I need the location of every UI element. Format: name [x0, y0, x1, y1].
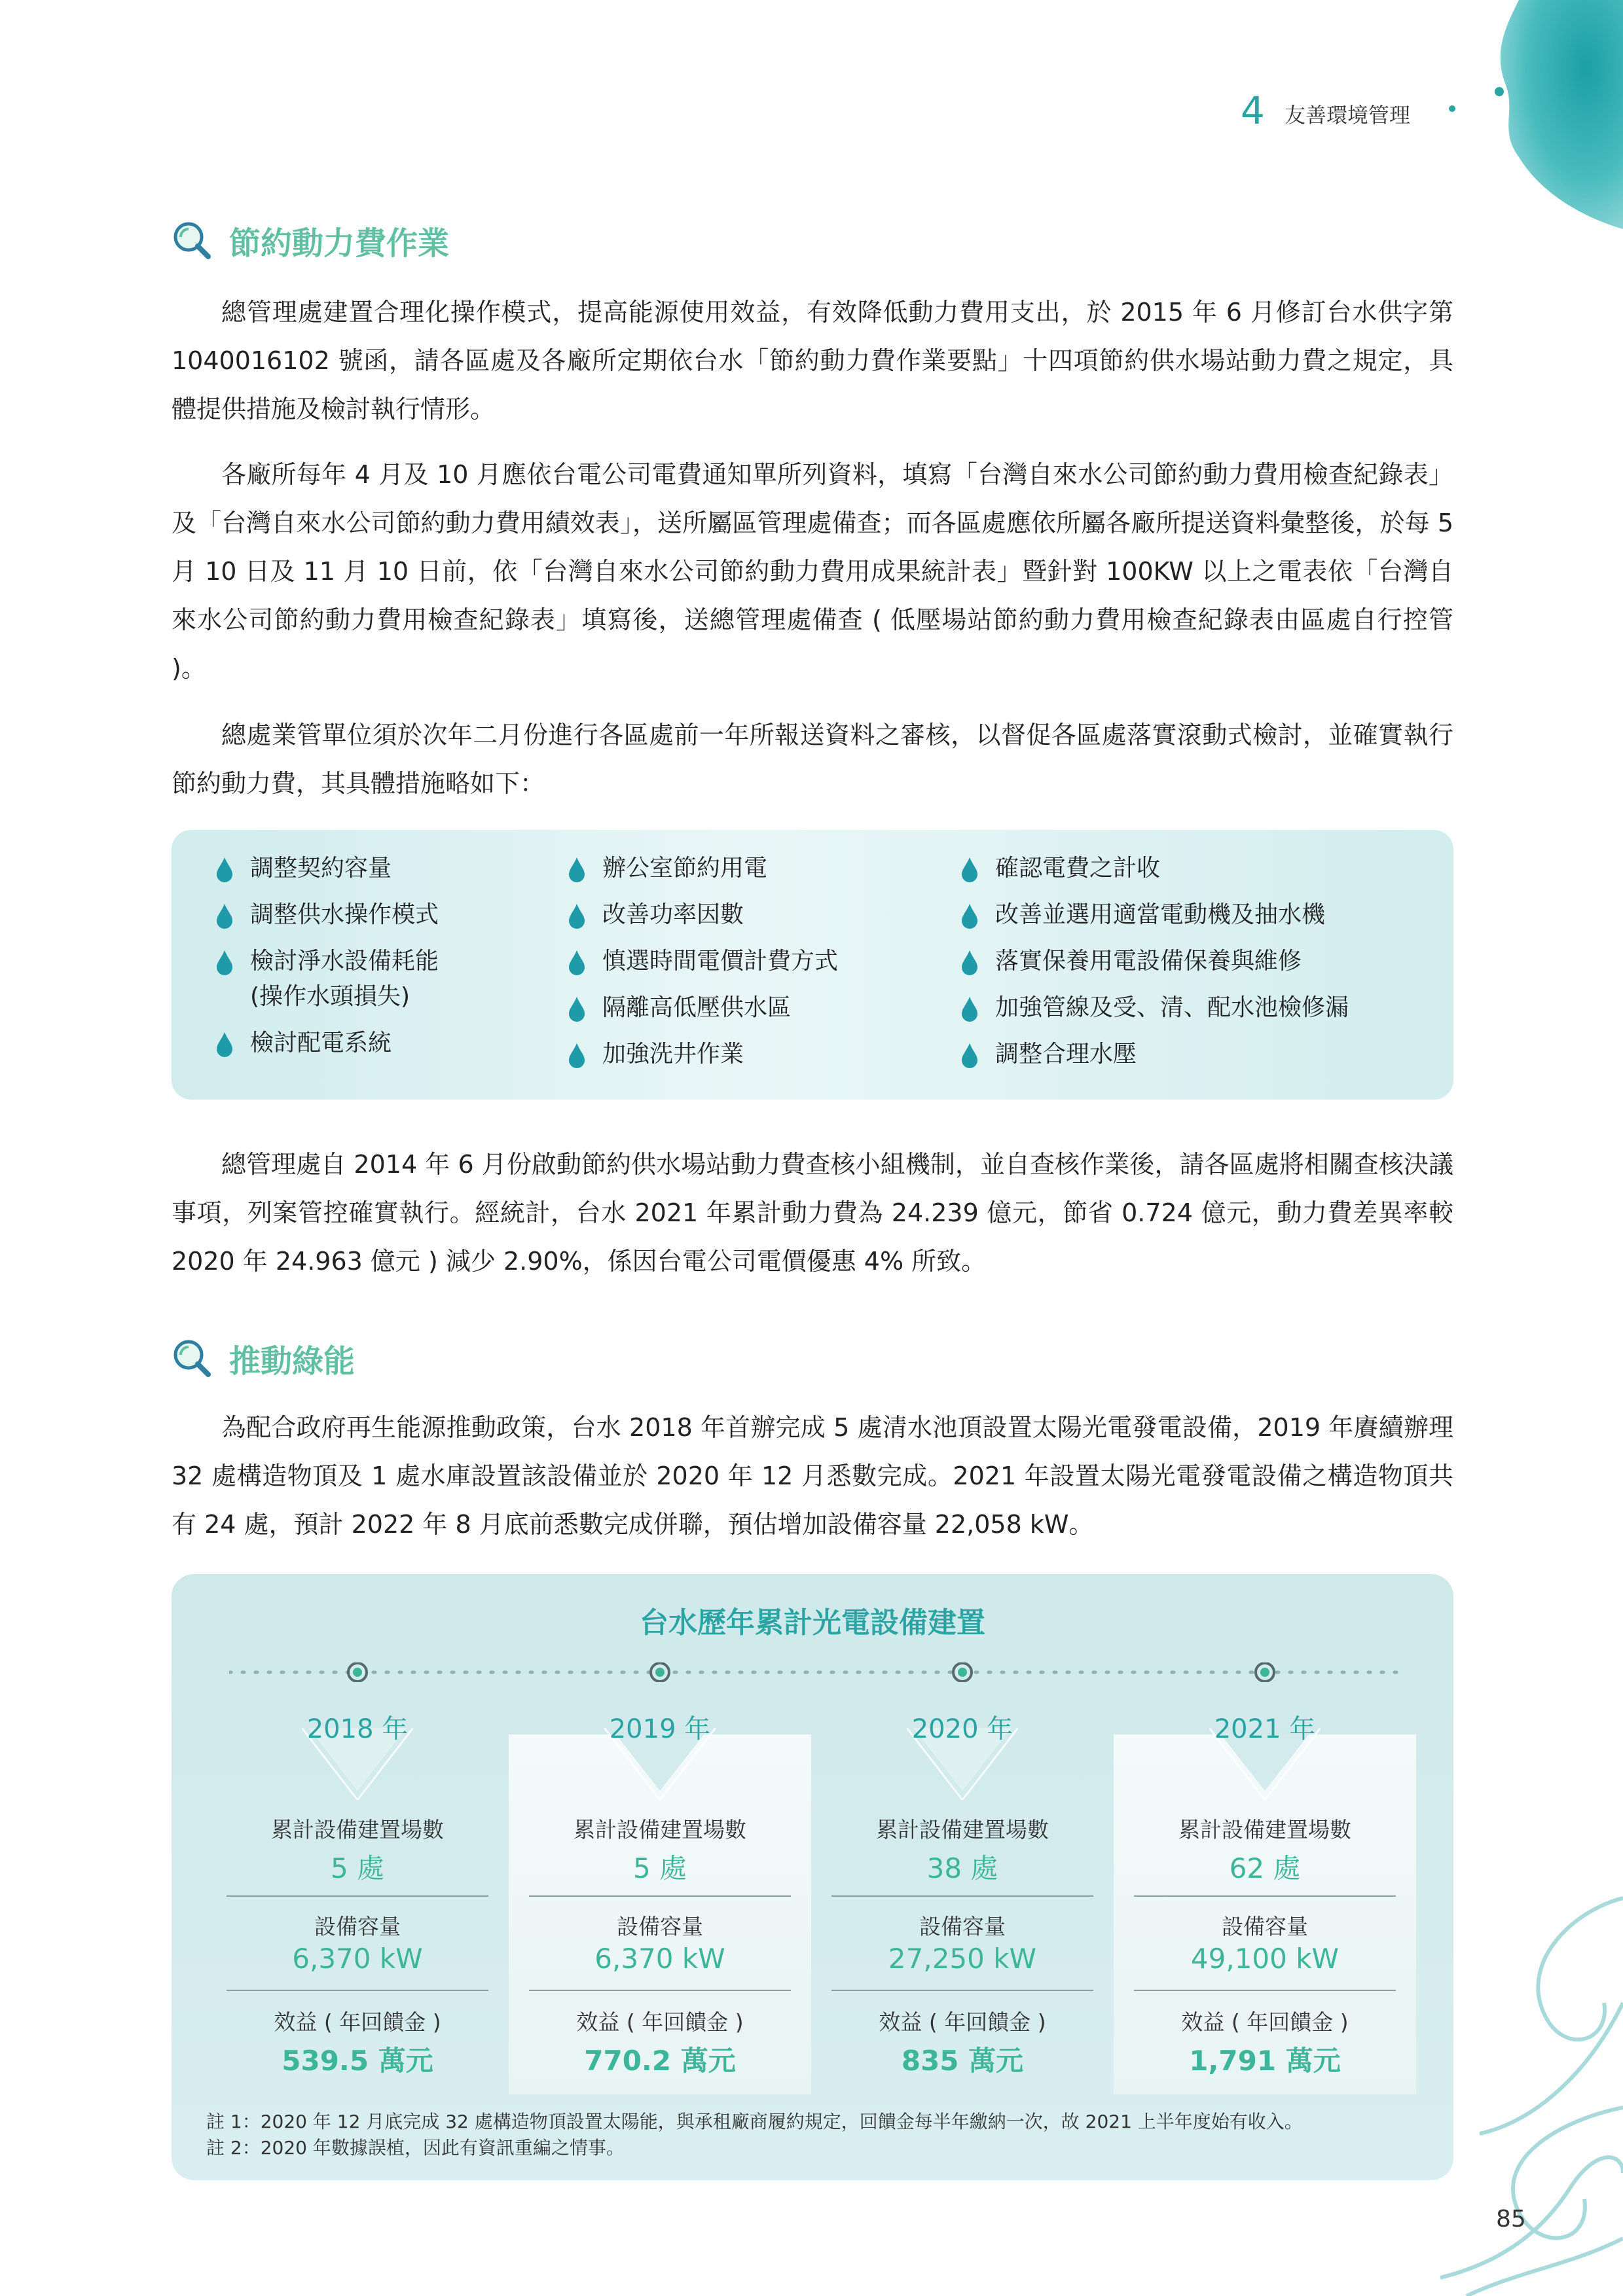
- wave-swirl-decoration: [1440, 1872, 1623, 2296]
- measure-item: 檢討配電系統: [215, 1026, 439, 1061]
- water-drop-icon: [567, 903, 587, 929]
- water-drop-icon: [960, 949, 979, 975]
- timeline-node-icon: [651, 1663, 669, 1681]
- benefit-label: 效益 ( 年回饋金 ): [879, 2009, 1046, 2035]
- timeline-node-icon: [953, 1663, 972, 1681]
- benefit-value: 1,791 萬元: [1189, 2045, 1341, 2077]
- divider: [529, 1990, 791, 1991]
- measure-item: 落實保養用電設備保養與維修: [960, 944, 1349, 979]
- measure-item: 改善功率因數: [567, 897, 838, 933]
- timeline-node-icon: [348, 1663, 367, 1681]
- sites-value: 62 處: [1229, 1852, 1301, 1884]
- watercolor-splash-decoration: [1480, 0, 1623, 236]
- benefit-label: 效益 ( 年回饋金 ): [274, 2009, 441, 2035]
- sites-value: 38 處: [926, 1852, 998, 1884]
- water-drop-icon: [215, 903, 234, 929]
- timeline: [229, 1662, 1401, 1682]
- measure-item: 調整合理水壓: [960, 1037, 1349, 1072]
- infographic-title: 台水歷年累計光電設備建置: [640, 1606, 985, 1640]
- divider: [831, 1990, 1093, 1991]
- section-heading-energy-saving: [172, 217, 449, 263]
- paragraph: 總管理處建置合理化操作模式，提高能源使用效益，有效降低動力費用支出，於 2015 年 6 月修訂台水供字第 1040016102 號函，請各區處及各廠所定期依台水「節約動力費作業要點」十四項節約供水場站動力費之規定，具體提供措施及檢討執行情形。: [172, 298, 1453, 423]
- capacity-label: 設備容量: [1222, 1914, 1308, 1939]
- timeline-node-icon: [1256, 1663, 1274, 1681]
- benefit-value: 539.5 萬元: [282, 2045, 433, 2077]
- paragraph: 各廠所每年 4 月及 10 月應依台電公司電費通知單所列資料，填寫「台灣自來水公司節約動力費用檢查紀錄表」及「台灣自來水公司節約動力費用績效表」，送所屬區管理處備查；而各區處應依所屬各廠所提送資料彙整後，於每 5 月 10 日及 11 月 10 日前，依「台灣自來水公司節約動力費用成果統計表」暨針對 100KW 以上之電表依「台灣自來水公司節約動力費用檢查紀錄表」填寫後，送總管理處備查 ( 低壓場站節約動力費用檢查紀錄表由區處自行控管 )。: [172, 460, 1453, 683]
- sites-value: 5 處: [632, 1852, 687, 1884]
- capacity-value: 6,370 kW: [292, 1943, 423, 1975]
- capacity-label: 設備容量: [314, 1914, 401, 1939]
- sites-label: 累計設備建置場數: [876, 1817, 1049, 1842]
- water-drop-icon: [960, 996, 979, 1022]
- sites-label: 累計設備建置場數: [1178, 1817, 1351, 1842]
- measure-item: 隔離高低壓供水區: [567, 990, 838, 1026]
- divider: [1134, 1895, 1396, 1897]
- section-title: 節約動力費作業: [229, 224, 450, 262]
- chapter-number: 4: [1241, 88, 1265, 133]
- footnote: 註 1：2020 年 12 月底完成 32 處構造物頂設置太陽能，與承租廠商履約規定，回饋金每半年繳納一次，故 2021 上半年度始有收入。: [206, 2111, 1303, 2132]
- capacity-value: 6,370 kW: [594, 1943, 725, 1975]
- year-label: 2021 年: [1214, 1714, 1316, 1744]
- water-drop-icon: [567, 856, 587, 882]
- water-drop-icon: [567, 949, 587, 975]
- water-drop-icon: [960, 1042, 979, 1068]
- capacity-label: 設備容量: [617, 1914, 703, 1939]
- measure-item: 辦公室節約用電: [567, 851, 838, 886]
- divider: [529, 1895, 791, 1897]
- sites-label: 累計設備建置場數: [574, 1817, 746, 1842]
- year-label: 2019 年: [609, 1714, 711, 1744]
- capacity-value: 27,250 kW: [888, 1943, 1037, 1975]
- water-drop-icon: [215, 949, 234, 975]
- small-dot-decoration: [1447, 103, 1457, 114]
- measure-item: 調整契約容量: [215, 851, 439, 886]
- magnifier-icon: [172, 1338, 212, 1378]
- benefit-value: 770.2 萬元: [584, 2045, 736, 2077]
- measure-item: 檢討淨水設備耗能 (操作水頭損失): [215, 944, 439, 1014]
- magnifier-icon: [172, 220, 212, 260]
- water-drop-icon: [567, 996, 587, 1022]
- measure-item: 慎選時間電價計費方式: [567, 944, 838, 979]
- section-heading-green-energy: [172, 1335, 355, 1381]
- year-label: 2018 年: [306, 1714, 409, 1744]
- sites-value: 5 處: [330, 1852, 385, 1884]
- footnote: 註 2：2020 年數據誤植，因此有資訊重編之情事。: [206, 2137, 625, 2159]
- capacity-label: 設備容量: [919, 1914, 1006, 1939]
- measures-column-3: [960, 851, 1349, 1083]
- water-drop-icon: [960, 856, 979, 882]
- capacity-value: 49,100 kW: [1190, 1943, 1340, 1975]
- paragraph: 總管理處自 2014 年 6 月份啟動節約供水場站動力費查核小組機制，並自查核作業後，請各區處將相關查核決議事項，列案管控確實執行。經統計，台水 2021 年累計動力費為 24.239 億元，節省 0.724 億元，動力費差異率較 2020 年 24.963 億元 ) 減少 2.90%，係因台電公司電價優惠 4% 所致。: [172, 1150, 1453, 1276]
- sites-label: 累計設備建置場數: [271, 1817, 444, 1842]
- paragraph: 為配合政府再生能源推動政策，台水 2018 年首辦完成 5 處清水池頂設置太陽光電發電設備，2019 年賡續辦理 32 處構造物頂及 1 處水庫設置該設備並於 2020 年 12 月悉數完成。2021 年設置太陽光電發電設備之構造物頂共有 24 處，預計 2022 年 8 月底前悉數完成併聯，預估增加設備容量 22,058 kW。: [172, 1413, 1453, 1539]
- measure-item: 加強洗井作業: [567, 1037, 838, 1072]
- measure-item: 改善並選用適當電動機及抽水機: [960, 897, 1349, 933]
- benefit-value: 835 萬元: [901, 2045, 1024, 2077]
- benefit-label: 效益 ( 年回饋金 ): [576, 2009, 744, 2035]
- measure-item: 調整供水操作模式: [215, 897, 439, 933]
- measures-column-2: [567, 851, 838, 1083]
- page-number: 85: [1496, 2206, 1526, 2233]
- water-drop-icon: [215, 1031, 234, 1057]
- paragraph: 總處業管單位須於次年二月份進行各區處前一年所報送資料之審核，以督促各區處落實滾動式檢討，並確實執行節約動力費，其具體措施略如下：: [172, 721, 1453, 798]
- measure-item: 確認電費之計收: [960, 851, 1349, 886]
- divider: [227, 1895, 488, 1897]
- year-label: 2020 年: [911, 1714, 1013, 1744]
- water-drop-icon: [960, 903, 979, 929]
- section-title: 推動綠能: [229, 1342, 356, 1380]
- divider: [1134, 1990, 1396, 1991]
- benefit-label: 效益 ( 年回饋金 ): [1181, 2009, 1349, 2035]
- water-drop-icon: [567, 1042, 587, 1068]
- measure-item: 加強管線及受、清、配水池檢修漏: [960, 990, 1349, 1026]
- divider: [831, 1895, 1093, 1897]
- chapter-title: 友善環境管理: [1285, 103, 1411, 128]
- measures-column-1: [215, 851, 439, 1072]
- divider: [227, 1990, 488, 1991]
- water-drop-icon: [215, 856, 234, 882]
